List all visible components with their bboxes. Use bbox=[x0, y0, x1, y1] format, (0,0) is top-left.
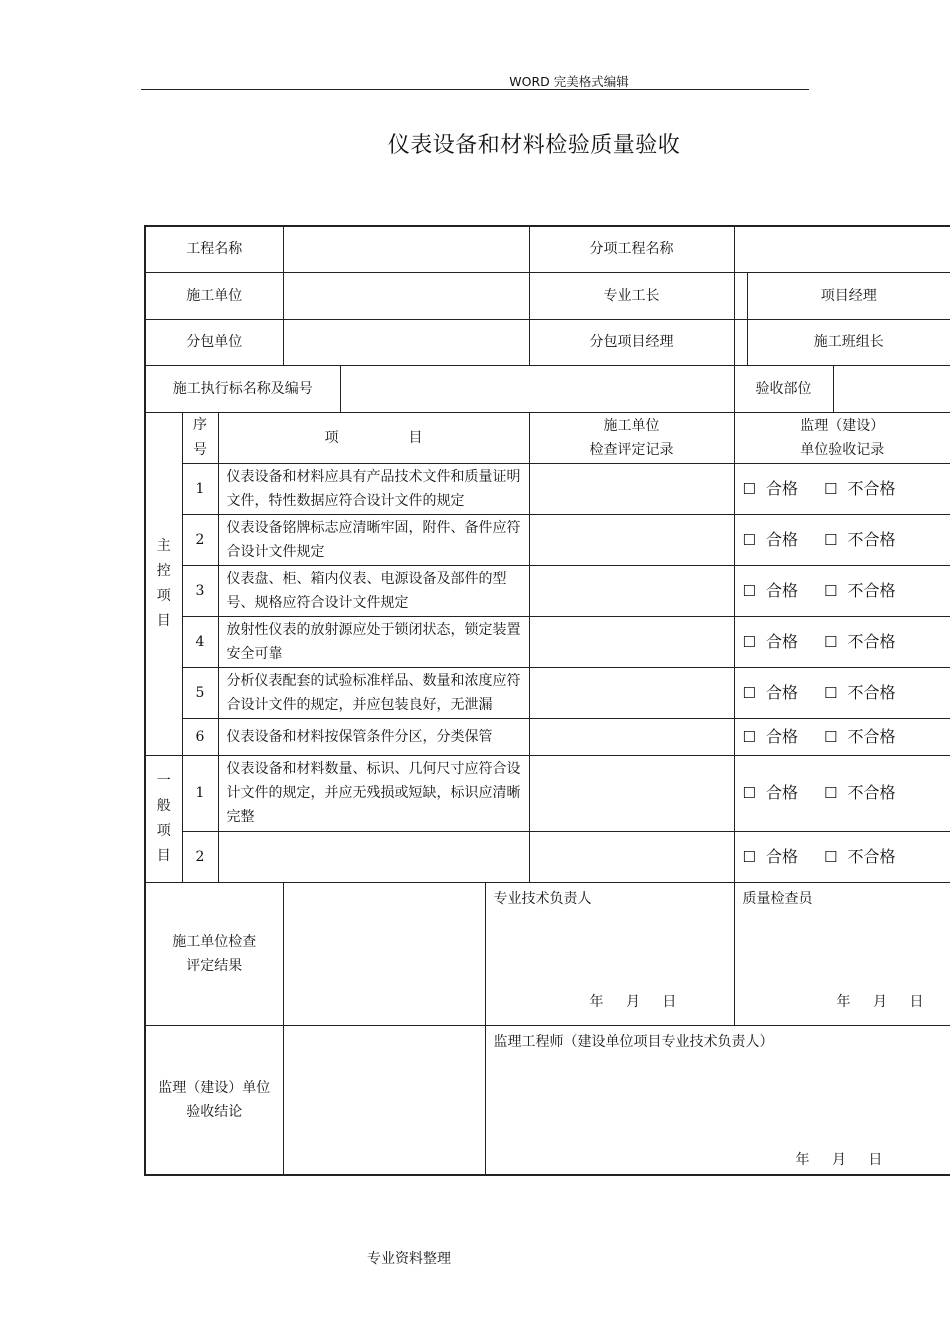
item-text: 仪表设备和材料应具有产品技术文件和质量证明文件，特性数据应符合设计文件的规定 bbox=[218, 463, 529, 514]
table-row bbox=[145, 667, 950, 718]
page-title: 仪表设备和材料检验质量验收 bbox=[387, 133, 681, 158]
item-header: 项 目 bbox=[218, 412, 529, 463]
page-header bbox=[0, 72, 950, 90]
team-leader-label: 施工班组长 bbox=[747, 319, 950, 365]
item-number: 5 bbox=[182, 667, 218, 718]
item-text: 仪表盘、柜、箱内仪表、电源设备及部件的型号、规格应符合设计文件规定 bbox=[218, 565, 529, 616]
supervisor-conclusion-label: 监理（建设）单位 验收结论 bbox=[145, 1025, 283, 1175]
foreman-field[interactable] bbox=[734, 272, 747, 319]
fail-label: 不合格 bbox=[847, 478, 896, 498]
pm-label: 项目经理 bbox=[747, 272, 950, 319]
pass-label: 合格 bbox=[766, 846, 799, 866]
item-number: 1 bbox=[182, 755, 218, 831]
rating-cell bbox=[734, 463, 950, 514]
pass-checkbox[interactable]: ☐ bbox=[742, 530, 756, 549]
fail-checkbox[interactable]: ☐ bbox=[824, 530, 838, 549]
contractor-result-label: 施工单位检查 评定结果 bbox=[145, 882, 283, 1025]
fail-label: 不合格 bbox=[847, 529, 896, 549]
item-number: 4 bbox=[182, 616, 218, 667]
rating-cell bbox=[734, 565, 950, 616]
sub-project-label: 分项工程名称 bbox=[529, 226, 734, 272]
tech-lead-label: 专业技术负责人 bbox=[493, 890, 592, 907]
sub-pm-field[interactable] bbox=[734, 319, 747, 365]
item-number: 2 bbox=[182, 831, 218, 882]
seq-header: 序号 bbox=[182, 412, 218, 463]
item-number: 2 bbox=[182, 514, 218, 565]
item-text bbox=[218, 831, 529, 882]
pass-label: 合格 bbox=[766, 783, 799, 802]
contractor-field[interactable] bbox=[283, 272, 529, 319]
table-row bbox=[145, 831, 950, 882]
pass-label: 合格 bbox=[766, 478, 799, 498]
pass-checkbox[interactable]: ☐ bbox=[742, 784, 756, 802]
item-text: 放射性仪表的放射源应处于锁闭状态，锁定装置安全可靠 bbox=[218, 616, 529, 667]
item-number: 6 bbox=[182, 718, 218, 755]
acceptance-part-field[interactable] bbox=[833, 365, 950, 412]
contractor-label: 施工单位 bbox=[145, 272, 283, 319]
rating-cell bbox=[734, 616, 950, 667]
fail-label: 不合格 bbox=[847, 726, 896, 746]
item-text: 仪表设备和材料数量、标识、几何尺寸应符合设计文件的规定，并应无残损或短缺，标识应清晰完整 bbox=[218, 755, 529, 831]
fail-label: 不合格 bbox=[847, 682, 896, 702]
contractor-record-cell[interactable] bbox=[529, 463, 734, 514]
table-row bbox=[145, 514, 950, 565]
supervisor-engineer-label: 监理工程师（建设单位项目专业技术负责人） bbox=[493, 1033, 774, 1050]
pass-label: 合格 bbox=[766, 726, 799, 746]
table-row bbox=[145, 718, 950, 755]
page-footer: 专业资料整理 bbox=[367, 1251, 451, 1267]
project-name-field[interactable] bbox=[283, 226, 529, 272]
pass-checkbox[interactable]: ☐ bbox=[742, 479, 756, 498]
main-group-label: 主控项目 bbox=[145, 412, 182, 755]
header-rule bbox=[141, 89, 809, 90]
supervisor-sign-cell[interactable] bbox=[485, 1025, 950, 1175]
table-row bbox=[145, 755, 950, 831]
fail-checkbox[interactable]: ☐ bbox=[824, 784, 838, 802]
sub-pm-label: 分包项目经理 bbox=[529, 319, 734, 365]
standard-field[interactable] bbox=[340, 365, 734, 412]
supervisor-conclusion-field[interactable] bbox=[283, 1025, 485, 1175]
table-row bbox=[145, 565, 950, 616]
rating-cell bbox=[734, 755, 950, 831]
tech-lead-sign-cell[interactable] bbox=[485, 882, 734, 1025]
table-row bbox=[145, 463, 950, 514]
foreman-label: 专业工长 bbox=[529, 272, 734, 319]
pass-checkbox[interactable]: ☐ bbox=[742, 683, 756, 702]
project-name-label: 工程名称 bbox=[145, 226, 283, 272]
fail-checkbox[interactable]: ☐ bbox=[824, 581, 838, 600]
pass-label: 合格 bbox=[766, 682, 799, 702]
contractor-record-cell[interactable] bbox=[529, 616, 734, 667]
sub-project-field[interactable] bbox=[734, 226, 950, 272]
qc-sign-cell[interactable] bbox=[734, 882, 950, 1025]
rating-cell bbox=[734, 718, 950, 755]
pass-checkbox[interactable]: ☐ bbox=[742, 727, 756, 746]
pass-label: 合格 bbox=[766, 580, 799, 600]
qc-label: 质量检查员 bbox=[742, 890, 813, 907]
item-text: 分析仪表配套的试验标准样品、数量和浓度应符合设计文件的规定，并应包装良好，无泄漏 bbox=[218, 667, 529, 718]
qc-date: 年 月 日 bbox=[836, 993, 924, 1010]
item-number: 1 bbox=[182, 463, 218, 514]
item-text: 仪表设备和材料按保管条件分区，分类保管 bbox=[218, 718, 529, 755]
pass-checkbox[interactable]: ☐ bbox=[742, 847, 756, 866]
contractor-record-cell[interactable] bbox=[529, 755, 734, 831]
contractor-record-header: 施工单位 检查评定记录 bbox=[529, 412, 734, 463]
pass-label: 合格 bbox=[766, 529, 799, 549]
fail-checkbox[interactable]: ☐ bbox=[824, 847, 838, 866]
acceptance-form bbox=[144, 225, 950, 1176]
contractor-record-cell[interactable] bbox=[529, 514, 734, 565]
fail-checkbox[interactable]: ☐ bbox=[824, 632, 838, 651]
pass-checkbox[interactable]: ☐ bbox=[742, 581, 756, 600]
pass-checkbox[interactable]: ☐ bbox=[742, 632, 756, 651]
pass-label: 合格 bbox=[766, 631, 799, 651]
acceptance-part-label: 验收部位 bbox=[734, 365, 833, 412]
header-text: WORD 完美格式编辑 bbox=[509, 74, 629, 89]
item-number: 3 bbox=[182, 565, 218, 616]
fail-label: 不合格 bbox=[847, 631, 896, 651]
contractor-record-cell[interactable] bbox=[529, 831, 734, 882]
item-text: 仪表设备铭牌标志应清晰牢固，附件、备件应符合设计文件规定 bbox=[218, 514, 529, 565]
table-row bbox=[145, 616, 950, 667]
supervisor-date: 年 月 日 bbox=[795, 1151, 883, 1168]
rating-cell bbox=[734, 514, 950, 565]
fail-checkbox[interactable]: ☐ bbox=[824, 479, 838, 498]
rating-cell bbox=[734, 831, 950, 882]
fail-checkbox[interactable]: ☐ bbox=[824, 727, 838, 746]
fail-label: 不合格 bbox=[847, 580, 896, 600]
rating-cell bbox=[734, 667, 950, 718]
contractor-record-cell[interactable] bbox=[529, 565, 734, 616]
standard-label: 施工执行标名称及编号 bbox=[145, 365, 340, 412]
subcontractor-field[interactable] bbox=[283, 319, 529, 365]
contractor-result-field[interactable] bbox=[283, 882, 485, 1025]
fail-checkbox[interactable]: ☐ bbox=[824, 683, 838, 702]
supervisor-record-header: 监理（建设） 单位验收记录 bbox=[734, 412, 950, 463]
tech-lead-date: 年 月 日 bbox=[589, 993, 677, 1010]
fail-label: 不合格 bbox=[847, 783, 896, 802]
fail-label: 不合格 bbox=[847, 846, 896, 866]
general-group-label: 一般项目 bbox=[145, 755, 182, 882]
contractor-record-cell[interactable] bbox=[529, 667, 734, 718]
subcontractor-label: 分包单位 bbox=[145, 319, 283, 365]
contractor-record-cell[interactable] bbox=[529, 718, 734, 755]
